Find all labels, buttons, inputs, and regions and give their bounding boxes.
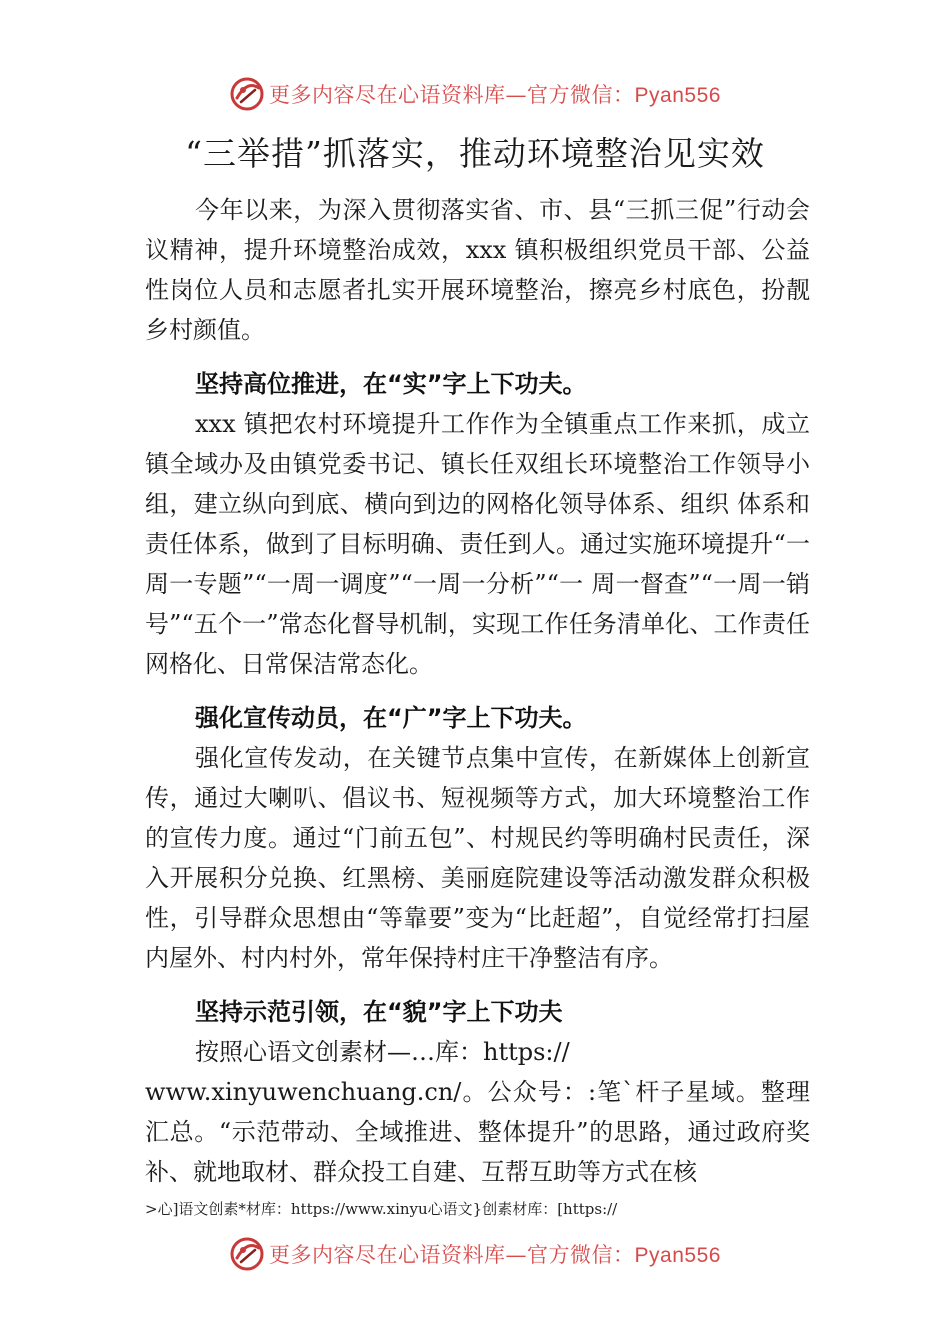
banner-site-name: 更多内容尽在心语资料库 xyxy=(269,1243,506,1267)
footer-watermark-banner xyxy=(0,1232,950,1276)
footnote-watermark: >心]语文创素*材库：https://www.xinyu心语文}创素材库：[https:// xyxy=(145,1200,618,1218)
banner-wechat-label: 官方微信： xyxy=(527,83,635,107)
section-heading-3: 坚持示范引领，在“貌”字上下功夫 xyxy=(195,998,563,1026)
brand-logo-icon xyxy=(229,1236,265,1272)
section-body-3-line1: 按照心语文创素材—…库：https:// xyxy=(195,1038,570,1066)
section-body-1: xxx 镇把农村环境提升工作作为全镇重点工作来抓，成立镇全域办及由镇党委书记、镇长任双组长环境整治工作领导小组，建立纵向到底、横向到边的网格化领导体系、组织 体系和责任体系，做到了目标明确、责任到人。通过实施环境提升“一周一专题”“一周一调度”“一周一分析”“一 周一督查”“一周一销号”“五个一”常态化督导机制，实现工作任务清单化、工作责任网格化、日常保洁常态化。 xyxy=(145,410,810,678)
brand-logo-icon xyxy=(229,76,265,112)
banner-wechat-id: Pyan556 xyxy=(634,1244,721,1267)
section-heading-1: 坚持高位推进，在“实”字上下功夫。 xyxy=(195,370,587,398)
section-body-2: 强化宣传发动，在关键节点集中宣传，在新媒体上创新宣传，通过大喇叭、倡议书、短视频等方式，加大环境整治工作的宣传力度。通过“门前五包”、村规民约等明确村民责任，深入开展积分兑换、红黑榜、美丽庭院建设等活动激发群众积极性，引导群众思想由“等靠要”变为“比赶超”，自觉经常打扫屋内屋外、村内村外，常年保持村庄干净整洁有序。 xyxy=(145,744,810,972)
intro-paragraph: 今年以来，为深入贯彻落实省、市、县“三抓三促”行动会议精神，提升环境整治成效，xxx 镇积极组织党员干部、公益性岗位人员和志愿者扎实开展环境整治，擦亮乡村底色，扮靓乡村颜值。 xyxy=(145,196,810,344)
section-body-3-rest: www.xinyuwenchuang.cn/。公众号：:笔`杆子星域。整理汇总。“示范带动、全域推进、整体提升”的思路，通过政府奖补、就地取材、群众投工自建、互帮互助等方式在核 xyxy=(145,1078,810,1186)
banner-separator: — xyxy=(505,83,528,107)
document-title: “三举措”抓落实，推动环境整治见实效 xyxy=(185,134,765,173)
document-body xyxy=(145,190,810,1192)
banner-text xyxy=(269,1239,721,1269)
banner-wechat-id: Pyan556 xyxy=(634,84,721,107)
banner-wechat-label: 官方微信： xyxy=(527,1243,635,1267)
banner-text xyxy=(269,79,721,109)
banner-site-name: 更多内容尽在心语资料库 xyxy=(269,83,506,107)
banner-separator: — xyxy=(505,1243,528,1267)
section-heading-2: 强化宣传动员，在“广”字上下功夫。 xyxy=(195,704,587,732)
header-watermark-banner xyxy=(0,72,950,116)
